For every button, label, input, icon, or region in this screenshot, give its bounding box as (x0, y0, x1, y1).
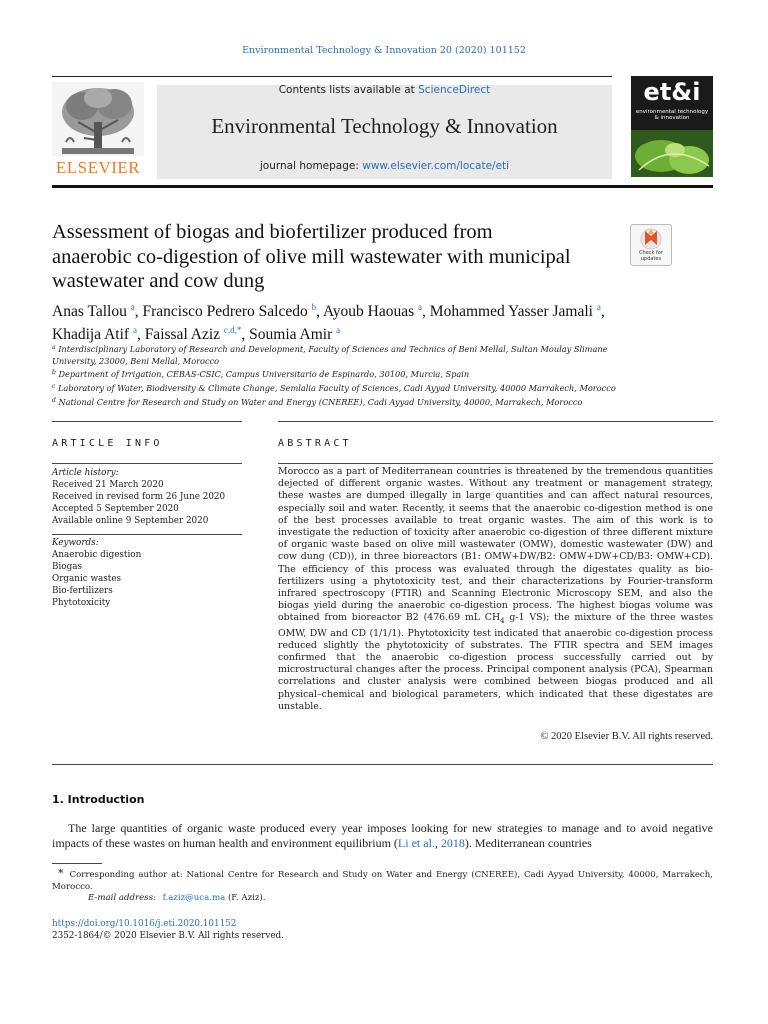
banner-rule-bottom (52, 185, 713, 188)
email-label: E-mail address: (88, 893, 156, 903)
email-line (52, 893, 713, 903)
badge-label: Check for updates (639, 250, 663, 262)
author-affil-mark[interactable]: a (418, 302, 423, 312)
author-affil-mark[interactable]: a (130, 302, 135, 312)
article-history (52, 467, 242, 527)
author-affil-mark[interactable]: a (132, 325, 137, 335)
author-affil-mark[interactable]: a (336, 325, 341, 335)
corresponding-author-note: * Corresponding author at: National Centre for Research and Study on Water and Energy (CNEREE), Cadi Ayyad University, 40000, Marrakech, Morocco. (52, 867, 713, 892)
history-label: Article history: (52, 468, 119, 478)
keyword: Biogas (52, 562, 82, 572)
email-suffix: (F. Aziz). (227, 893, 266, 903)
journal-title: Environmental Technology & Innovation (211, 114, 558, 138)
history-item: Received in revised form 26 June 2020 (52, 492, 226, 502)
intro-paragraph: The large quantities of organic waste produced every year imposes looking for new strategies to manage and to avoid negative impacts of these wastes on human health and environment equilibrium (Li et al., 2018). Mediterranean countries (52, 821, 713, 850)
abstract-heading: ABSTRACT (278, 438, 352, 449)
publisher-wordmark: ELSEVIER (55, 158, 141, 177)
footnote-mark: * (58, 867, 64, 880)
keywords-label: Keywords: (52, 538, 99, 548)
cover-logo: et&i (643, 78, 701, 106)
copyright-notice: © 2020 Elsevier B.V. All rights reserved. (540, 731, 713, 742)
bookmark-icon (631, 225, 671, 251)
journal-cover[interactable] (631, 76, 713, 177)
divider (52, 764, 713, 765)
history-item: Received 21 March 2020 (52, 480, 164, 490)
divider (52, 534, 242, 535)
section-heading: 1. Introduction (52, 793, 145, 806)
history-item: Accepted 5 September 2020 (52, 504, 179, 514)
keyword: Organic wastes (52, 574, 122, 584)
author-affil-mark[interactable]: b (311, 302, 317, 312)
author-affil-mark[interactable]: a (596, 302, 601, 312)
article-info-heading: ARTICLE INFO (52, 438, 163, 449)
reference-link[interactable]: 2018 (440, 836, 465, 850)
affiliation: $^d$ National Centre for Research and Study on Water and Energy (CNEREE), Cadi Ayyad University, 40000, Marrakech, Morocco (52, 396, 583, 407)
author-affil-mark[interactable]: c,d,* (223, 325, 242, 335)
divider (278, 421, 713, 422)
author-list: Anas Tallou $^a$, Francisco Pedrero Salcedo $^b$, Ayoub Haouas $^a$, Mohammed Yasser Jamali $^a$, Khadija Atif $^a$, Faissal Aziz $^{c,d,*}$, Soumia Amir $^a$ (52, 302, 605, 343)
divider (52, 421, 242, 422)
footnote-rule (52, 863, 102, 864)
keyword: Bio-fertilizers (52, 586, 113, 596)
reference-link[interactable]: Li et al. (397, 836, 435, 850)
contents-prefix: Contents lists available at (278, 84, 419, 96)
divider (278, 463, 713, 464)
affiliation: $^b$ Department of Irrigation, CEBAS-CSIC, Campus Universitario de Espinardo, 30100, Murcia, Spain (52, 369, 470, 380)
keyword: Phytotoxicity (52, 598, 111, 608)
author[interactable]: Mohammed Yasser Jamali (429, 303, 593, 320)
author[interactable]: Ayoub Haouas (323, 303, 415, 320)
homepage-link[interactable]: www.elsevier.com/locate/eti (362, 160, 510, 172)
history-item: Available online 9 September 2020 (52, 516, 209, 526)
homepage-line (157, 160, 612, 172)
contents-line (157, 84, 612, 96)
banner-rule-top (52, 76, 612, 77)
keywords (52, 537, 242, 609)
keyword: Anaerobic digestion (52, 550, 142, 560)
article-title: Assessment of biogas and biofertilizer produced from anaerobic co-digestion of olive mill wastewater with municipal wastewater and cow dung (52, 221, 571, 292)
author[interactable]: Khadija Atif (52, 326, 130, 343)
affiliation: $^c$ Laboratory of Water, Biodiversity & Climate Change, Semlalia Faculty of Sciences, Cadi Ayyad University, 40000 Marrakech, Morocco (52, 383, 616, 394)
cover-subtitle: environmental technology & innovation (635, 109, 709, 121)
journal-citation[interactable]: Environmental Technology & Innovation 20 (2020) 101152 (242, 45, 526, 56)
affiliation: $^a$ Interdisciplinary Laboratory of Research and Development, Faculty of Sciences and Technics of Beni Mellal, Sultan Moulay Slimane University, 23000, Beni Mellal, Morocco (52, 344, 608, 366)
sciencedirect-link[interactable]: ScienceDirect (418, 84, 491, 96)
email-link[interactable]: f.aziz@uca.ma (162, 893, 226, 903)
check-for-updates-badge[interactable] (630, 224, 672, 266)
author[interactable]: Anas Tallou (52, 303, 127, 320)
issn-line: 2352-1864/© 2020 Elsevier B.V. All rights reserved. (52, 931, 284, 941)
author[interactable]: Francisco Pedrero Salcedo (142, 303, 308, 320)
author[interactable]: Faissal Aziz (144, 326, 221, 343)
abstract-text: Morocco as a part of Mediterranean countries is threatened by the tremendous quantities dejected of different organic wastes. Without any treatment or management strategy, these wastes are dumped illegally in large quantities and can affect natural resources, especially soil and water. Recently, it seems that the anaerobic co-digestion method is one of the best processes available to treat organic wastes. The aim of this work is to investigate the reduction of toxicity after anaerobic co-digestion of three different mixture of organic waste based on olive mill wastewater (OMW), domestic wastewater (DW) and cow dung (CD)), in three bioreactors (B1: OMW+DW/B2: OMW+DW+CD/B3: OMW+CD). The efficiency of this process was evaluated through the digestates quality as bio-fertilizers using a phytotoxicity test, and their characterizations by Fourier-transform infrared spectroscopy (FTIR) and Scanning Electronic Microscopy SEM, and also the biogas yield during the anaerobic co-digestion process. The highest biogas volume was obtained from bioreactor B2 (476.69 mL $CH_4$ g-1 VS); the mixture of the three wastes OMW, DW and CD (1/1/1). Phytotoxicity test indicated that anaerobic co-digestion process reduced slightly the phytotoxicity of substrates. The FTIR spectra and SEM images confirmed that the anaerobic co-digestion process successfully carried out by microstructural changes after the process. Principal component analysis (PCA), Spearman correlations and cluster analysis were combined between biogas produced and all physical–chemical and biological parameters, which indicated that these digestates are unstable. (278, 466, 714, 712)
homepage-prefix: journal homepage: (259, 160, 363, 172)
affiliation-list (52, 342, 652, 409)
doi-link[interactable]: https://doi.org/10.1016/j.eti.2020.101152 (52, 919, 237, 929)
cover-leaf-icon (631, 130, 713, 177)
divider (52, 463, 242, 464)
author[interactable]: Soumia Amir (249, 326, 333, 343)
